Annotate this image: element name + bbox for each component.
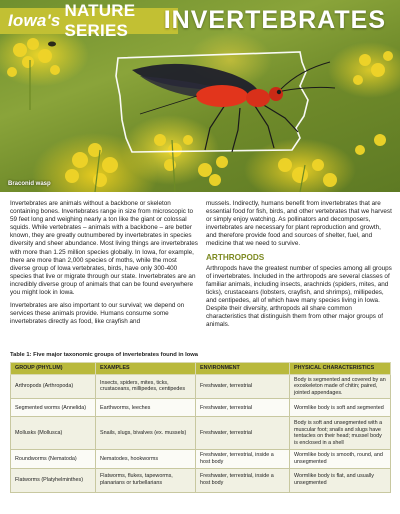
cell-characteristics: Wormlike body is soft and segmented <box>290 399 391 417</box>
header-characteristics: PHYSICAL CHARACTERISTICS <box>290 363 391 375</box>
page-title: INVERTEBRATES <box>163 6 386 34</box>
series-banner <box>0 1 178 40</box>
header-examples: EXAMPLES <box>96 363 196 375</box>
cell-group: Segmented worms (Annelida) <box>11 399 96 417</box>
intro-paragraph-2: Invertebrates are also important to our survival; we depend on services these animals provide. Humans consume some invertebrates directly as food, like crayfish and <box>10 302 185 326</box>
invertebrate-groups-table <box>10 362 391 493</box>
table-header-row <box>11 363 391 375</box>
cell-group: Mollusks (Mollusca) <box>11 417 96 450</box>
header-group: GROUP (PHYLUM) <box>11 363 96 375</box>
cell-examples: Snails, slugs, bivalves (ex. mussels) <box>96 417 196 450</box>
table-row <box>11 399 391 417</box>
left-column <box>10 200 198 331</box>
table-row <box>11 468 391 492</box>
cell-group: Flatworms (Platyhelminthes) <box>11 468 96 492</box>
table-row <box>11 374 391 399</box>
cell-environment: Freshwater, terrestrial <box>196 399 290 417</box>
cell-examples: Nematodes, hookworms <box>96 450 196 468</box>
photo-caption: Braconid wasp <box>8 181 51 187</box>
cell-characteristics: Body is soft and unsegmented with a muscular foot; snails and slugs have tentacles on their head; mussel body is enclosed in a shell <box>290 417 391 450</box>
cell-environment: Freshwater, terrestrial <box>196 374 290 399</box>
flower-clusters <box>7 38 393 187</box>
table-caption: Table 1: Five major taxonomic groups of invertebrates found in Iowa <box>10 352 198 358</box>
series-banner-prefix: Iowa's <box>8 11 61 30</box>
hero-photo <box>0 0 400 192</box>
intro-paragraph-3: mussels. Indirectly, humans benefit from invertebrates that are essential food for fish, birds, and other vertebrates that we harvest or simply enjoy watching. As pollinators and decomposers, invertebrates are necessary for plant reproduction and growth, and therefore provide food and sources of shelter, fuel, and medicine that we need to survive. <box>206 200 392 248</box>
cell-group: Arthropods (Arthropoda) <box>11 374 96 399</box>
cell-examples: Flatworms, flukes, tapeworms, planarians or turbellarians <box>96 468 196 492</box>
small-insect <box>48 42 56 47</box>
cell-group: Roundworms (Nematoda) <box>11 450 96 468</box>
cell-environment: Freshwater, terrestrial <box>196 417 290 450</box>
cell-characteristics: Body is segmented and covered by an exoskeleton made of chitin; paired, jointed appendages. <box>290 374 391 399</box>
header-environment: ENVIRONMENT <box>196 363 290 375</box>
arthropods-paragraph: Arthropods have the greatest number of species among all groups of invertebrates. Included in the arthropods are several classes of familiar animals, including insects, arachnids (spiders, mites, and ticks), crustaceans (lobsters, crayfish, and shrimps), millipedes, and centipedes, all of which have many species living in Iowa. Despite their diversity, arthropods all share common characteristics that distinguish them from other major groups of animals. <box>206 264 392 329</box>
cell-characteristics: Wormlike body is flat, and usually unsegmented <box>290 468 391 492</box>
table-row <box>11 417 391 450</box>
arthropods-heading: ARTHROPODS <box>206 252 265 262</box>
series-banner-name: NATURE SERIES <box>64 1 136 40</box>
table-row <box>11 450 391 468</box>
right-column <box>206 200 392 334</box>
cell-examples: Insects, spiders, mites, ticks, crustaceans, millipedes, centipedes <box>96 374 196 399</box>
cell-environment: Freshwater, terrestrial, inside a host body <box>196 468 290 492</box>
cell-characteristics: Wormlike body is smooth, round, and unsegmented <box>290 450 391 468</box>
cell-environment: Freshwater, terrestrial, inside a host body <box>196 450 290 468</box>
intro-paragraph-1: Invertebrates are animals without a backbone or skeleton containing bones. Invertebrates range in size from microscopic to 59 feet long and weighing nearly a ton like the giant or colossal squids. While vertebrates – animals with a backbone – are better known, they are greatly outnumbered by invertebrates in species diversity and sheer abundance. Most living things are invertebrates with more than 1.25 million species globally. In Iowa, for example, there are more than 2,000 species of moths, while the most diverse group of Iowa vertebrates, birds, have only 300-400 species that live or migrate through our state. Invertebrates are an incredibly diverse group of animals that can be found everywhere you might look in Iowa. <box>10 200 198 297</box>
cell-examples: Earthworms, leeches <box>96 399 196 417</box>
